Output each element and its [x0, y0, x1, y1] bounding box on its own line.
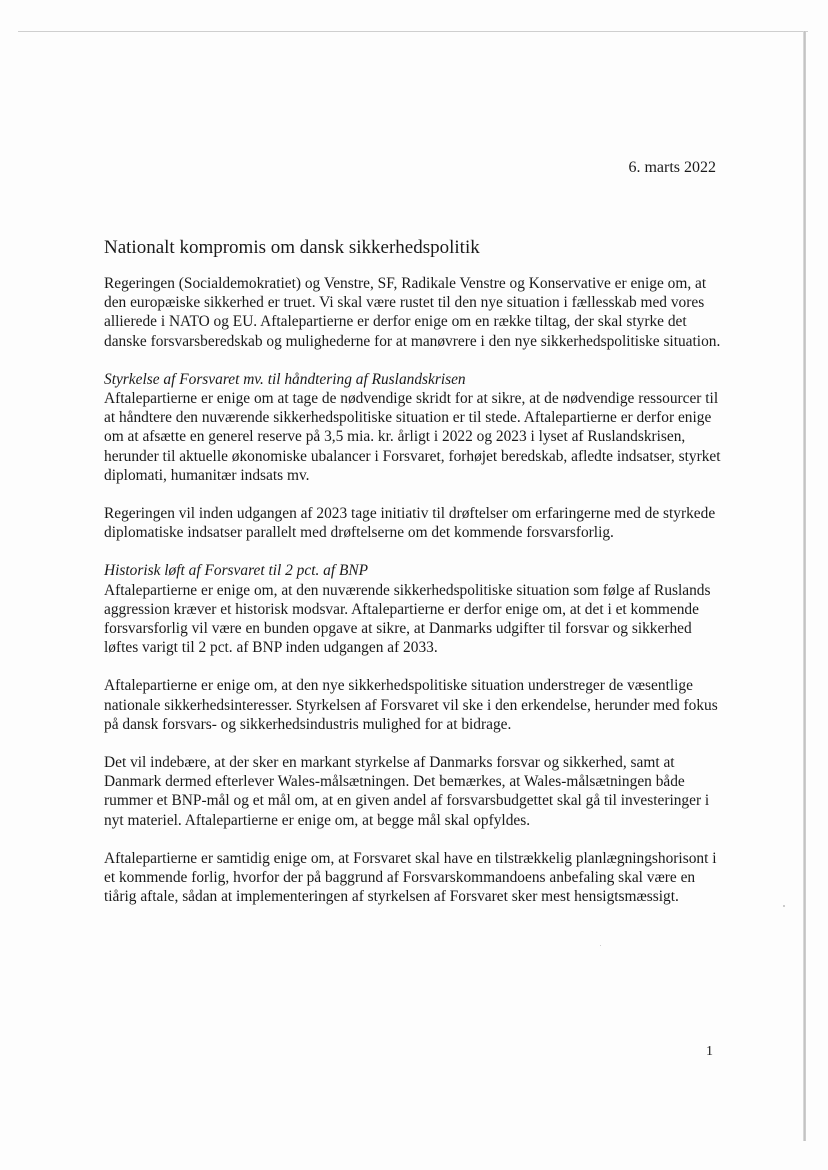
section-heading-bnp: Historisk løft af Forsvaret til 2 pct. af BNP: [104, 562, 369, 580]
paragraph-text: Aftalepartierne er enige om at tage de nødvendige skridt for at sikre, at de nødvendige ressourcer til at håndtere den nuværende sikkerhedspolitiske situation er til stede. Aftalepartierne er derfor enige om at afsætte en generel reserve på 3,5 mia. kr. årligt i 2022 og 2023 i lyset af Ruslandskrisen, herunder til aktuelle økonomiske ubalancer i Forsvaret, forhøjet beredskab, afledte indsatser, styrket diplomati, humanitær indsats mv.: [104, 390, 721, 484]
section-heading-ruslandskrisen: Styrkelse af Forsvaret mv. til håndtering af Ruslandskrisen: [104, 370, 466, 388]
paragraph-wales: [104, 753, 726, 830]
paragraph-text: Aftalepartierne er samtidig enige om, at Forsvaret skal have en tilstrækkelig planlægningshorisont i et kommende forlig, hvorfor der på baggrund af Forsvarskommandoens anbefaling skal være en tiårig aftale, sådan at implementeringen af styrkelsen af Forsvaret sker mest hensigtsmæssigt.: [104, 849, 717, 906]
paragraph-text: Aftalepartierne er enige om, at den nye sikkerhedspolitiske situation understreger de væsentlige nationale sikkerhedsinteresser. Styrkelsen af Forsvaret vil ske i den erkendelse, herunder med fokus på dansk forsvars- og sikkerhedsindustris mulighed for at bidrage.: [104, 677, 718, 733]
document-title: Nationalt kompromis om dansk sikkerhedspolitik: [104, 237, 480, 258]
scan-speck: [783, 905, 785, 907]
scan-speck: [600, 945, 601, 946]
paragraph-bnp: [104, 561, 726, 657]
paragraph-sikkerhedsinteresser: [104, 676, 726, 734]
paragraph-ruslandskrisen: [104, 370, 726, 485]
paragraph-text: Regeringen (Socialdemokratiet) og Venstre, SF, Radikale Venstre og Konservative er enige om, at den europæiske sikkerhed er truet. Vi skal være rustet til den nye situation i fællesskab med vores allierede i NATO og EU. Aftalepartierne er derfor enige om en række tiltag, der skal styrke det danske forsvarsberedskab og mulighederne for at manøvrere i den nye sikkerhedspolitiske situation.: [104, 275, 721, 350]
document-body: [104, 236, 726, 925]
paragraph-text: Aftalepartierne er enige om, at den nuværende sikkerhedspolitiske situation som følge af Ruslands aggression kræver et historisk modsvar. Aftalepartierne er derfor enige om, at det i et kommende forsvarsforlig vil være en bunden opgave at sikre, at Danmarks udgifter til forsvar og sikkerhed løftes varigt til 2 pct. af BNP inden udgangen af 2033.: [104, 581, 711, 657]
scan-edge-right: [803, 31, 806, 1141]
scan-edge-top: [18, 31, 808, 32]
paragraph-intro: [104, 274, 726, 351]
paragraph-planlaegning: [104, 849, 726, 907]
document-date: 6. marts 2022: [628, 159, 716, 176]
paragraph-diplomati: [104, 504, 726, 542]
paragraph-text: Det vil indebære, at der sker en markant styrkelse af Danmarks forsvar og sikkerhed, samt at Danmark dermed efterlever Wales-målsætningen. Det bemærkes, at Wales-målsætningen både rummer et BNP-mål og et mål om, at en given andel af forsvarsbudgettet skal gå til investeringer i nyt materiel. Aftalepartierne er enige om, at begge mål skal opfyldes.: [104, 754, 710, 829]
page-number: 1: [706, 1044, 713, 1059]
paragraph-text: Regeringen vil inden udgangen af 2023 tage initiativ til drøftelser om erfaringerne med de styrkede diplomatiske indsatser parallelt med drøftelserne om det kommende forsvarsforlig.: [104, 505, 716, 542]
